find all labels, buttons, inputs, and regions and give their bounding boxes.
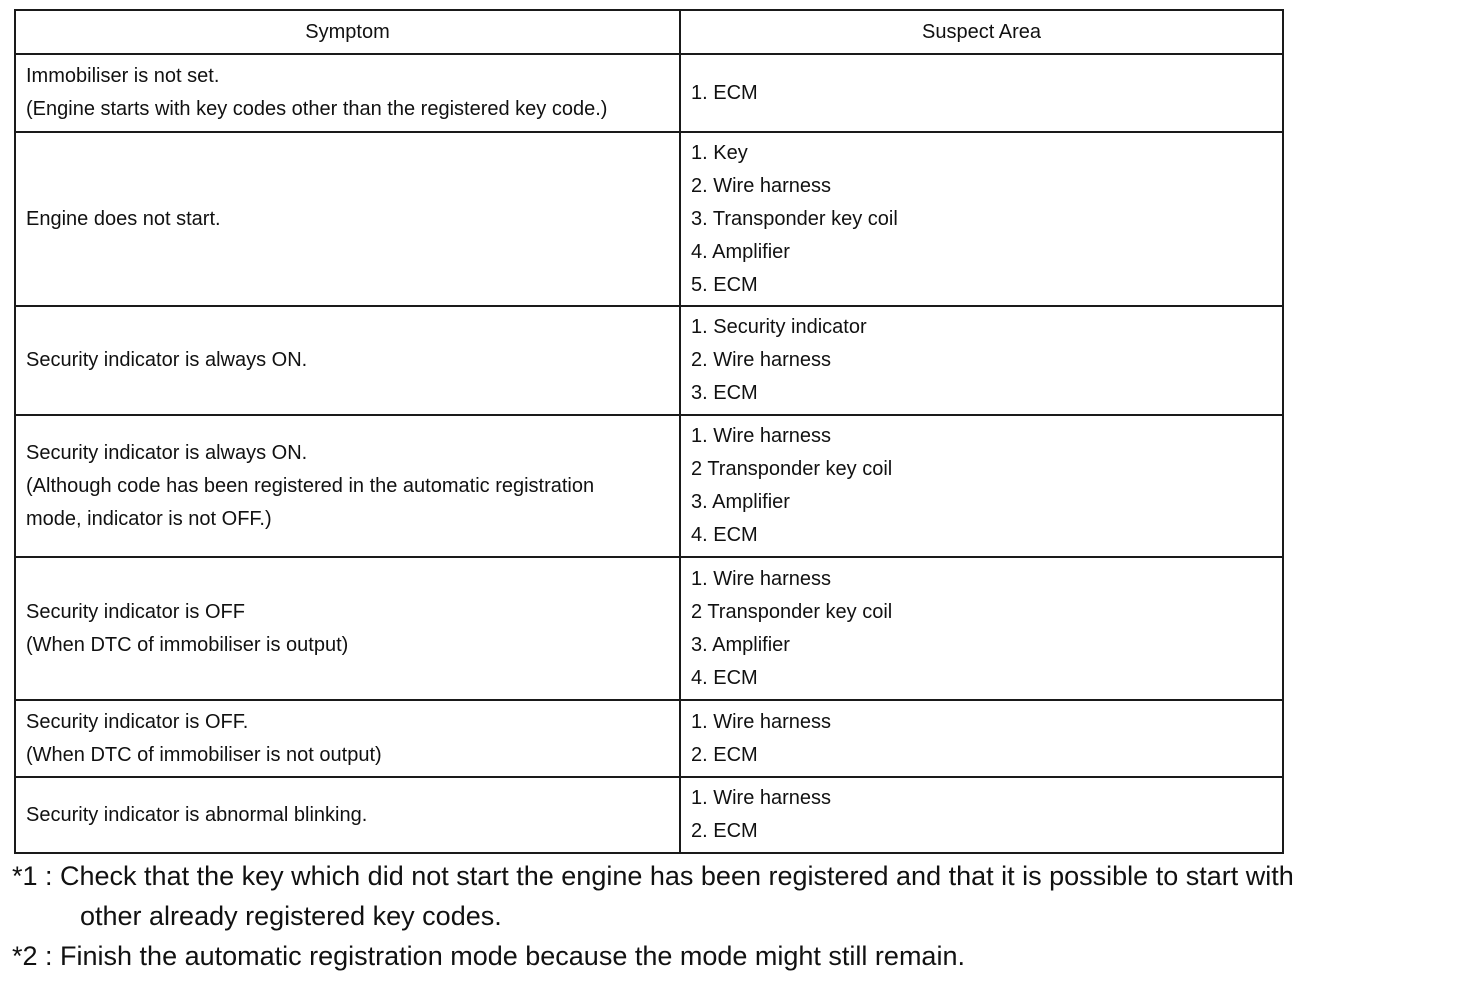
suspect-item: 4. Amplifier [691, 240, 790, 263]
symptom-line: (When DTC of immobiliser is output) [26, 633, 349, 656]
footnote-1: *1 : Check that the key which did not start the engine has been registered and that it is possible to start with [12, 861, 1294, 891]
table-row [15, 557, 1283, 700]
symptom-line: Security indicator is always ON. [26, 349, 308, 371]
table-row [15, 777, 1283, 853]
suspect-area-cell [680, 415, 1283, 557]
suspect-item: 4. ECM [691, 666, 758, 689]
symptom-line: Engine does not start. [26, 207, 221, 230]
symptom-line: (Although code has been registered in the automatic registration [26, 474, 595, 497]
symptom-line: (When DTC of immobiliser is not output) [26, 743, 382, 766]
symptom-line: Security indicator is OFF. [26, 710, 249, 733]
table-header-row [15, 10, 1283, 54]
suspect-item: 2 Transponder key coil [691, 458, 893, 480]
suspect-item: 2. ECM [691, 743, 758, 766]
symptom-cell [15, 700, 680, 777]
suspect-area-cell [680, 132, 1283, 306]
table-row [15, 54, 1283, 132]
footnotes [12, 856, 1468, 976]
suspect-item: 2. Wire harness [691, 174, 832, 197]
header-symptom: Symptom [15, 10, 680, 54]
suspect-item: 1. Wire harness [691, 710, 832, 733]
suspect-item: 3. Transponder key coil [691, 207, 898, 230]
table-row [15, 306, 1283, 415]
suspect-item: 1. Wire harness [691, 567, 832, 590]
footnote-2: *2 : Finish the automatic registration mode because the mode might still remain. [12, 941, 965, 971]
header-suspect-area: Suspect Area [680, 10, 1283, 54]
suspect-item: 1. Key [691, 141, 748, 164]
symptom-cell [15, 132, 680, 306]
suspect-area-cell [680, 700, 1283, 777]
suspect-area-cell [680, 54, 1283, 132]
symptom-line: (Engine starts with key codes other than the registered key code.) [26, 98, 608, 120]
symptom-line: Security indicator is OFF [26, 600, 245, 623]
symptom-cell [15, 415, 680, 557]
symptom-cell [15, 306, 680, 415]
symptom-table-container [14, 9, 1282, 854]
symptom-cell [15, 557, 680, 700]
symptom-cell [15, 777, 680, 853]
suspect-item: 1. Security indicator [691, 316, 867, 338]
suspect-item: 2. ECM [691, 820, 758, 842]
symptom-line: Immobiliser is not set. [26, 65, 220, 87]
table-row [15, 700, 1283, 777]
symptom-table [14, 9, 1284, 854]
suspect-item: 2 Transponder key coil [691, 600, 893, 623]
footnote-1-continuation: other already registered key codes. [80, 901, 502, 931]
suspect-item: 4. ECM [691, 524, 758, 546]
suspect-area-cell [680, 306, 1283, 415]
suspect-item: 1. Wire harness [691, 425, 832, 447]
suspect-item: 2. Wire harness [691, 349, 832, 371]
suspect-item: 5. ECM [691, 273, 758, 296]
suspect-item: 3. Amplifier [691, 491, 790, 513]
table-row [15, 415, 1283, 557]
symptom-line: mode, indicator is not OFF.) [26, 507, 272, 530]
table-row [15, 132, 1283, 306]
symptom-line: Security indicator is abnormal blinking. [26, 803, 368, 826]
suspect-item: 1. Wire harness [691, 787, 832, 809]
symptom-cell [15, 54, 680, 132]
suspect-item: 1. ECM [691, 81, 758, 104]
suspect-item: 3. Amplifier [691, 633, 790, 656]
suspect-area-cell [680, 557, 1283, 700]
suspect-area-cell [680, 777, 1283, 853]
symptom-line: Security indicator is always ON. [26, 441, 308, 464]
suspect-item: 3. ECM [691, 382, 758, 404]
